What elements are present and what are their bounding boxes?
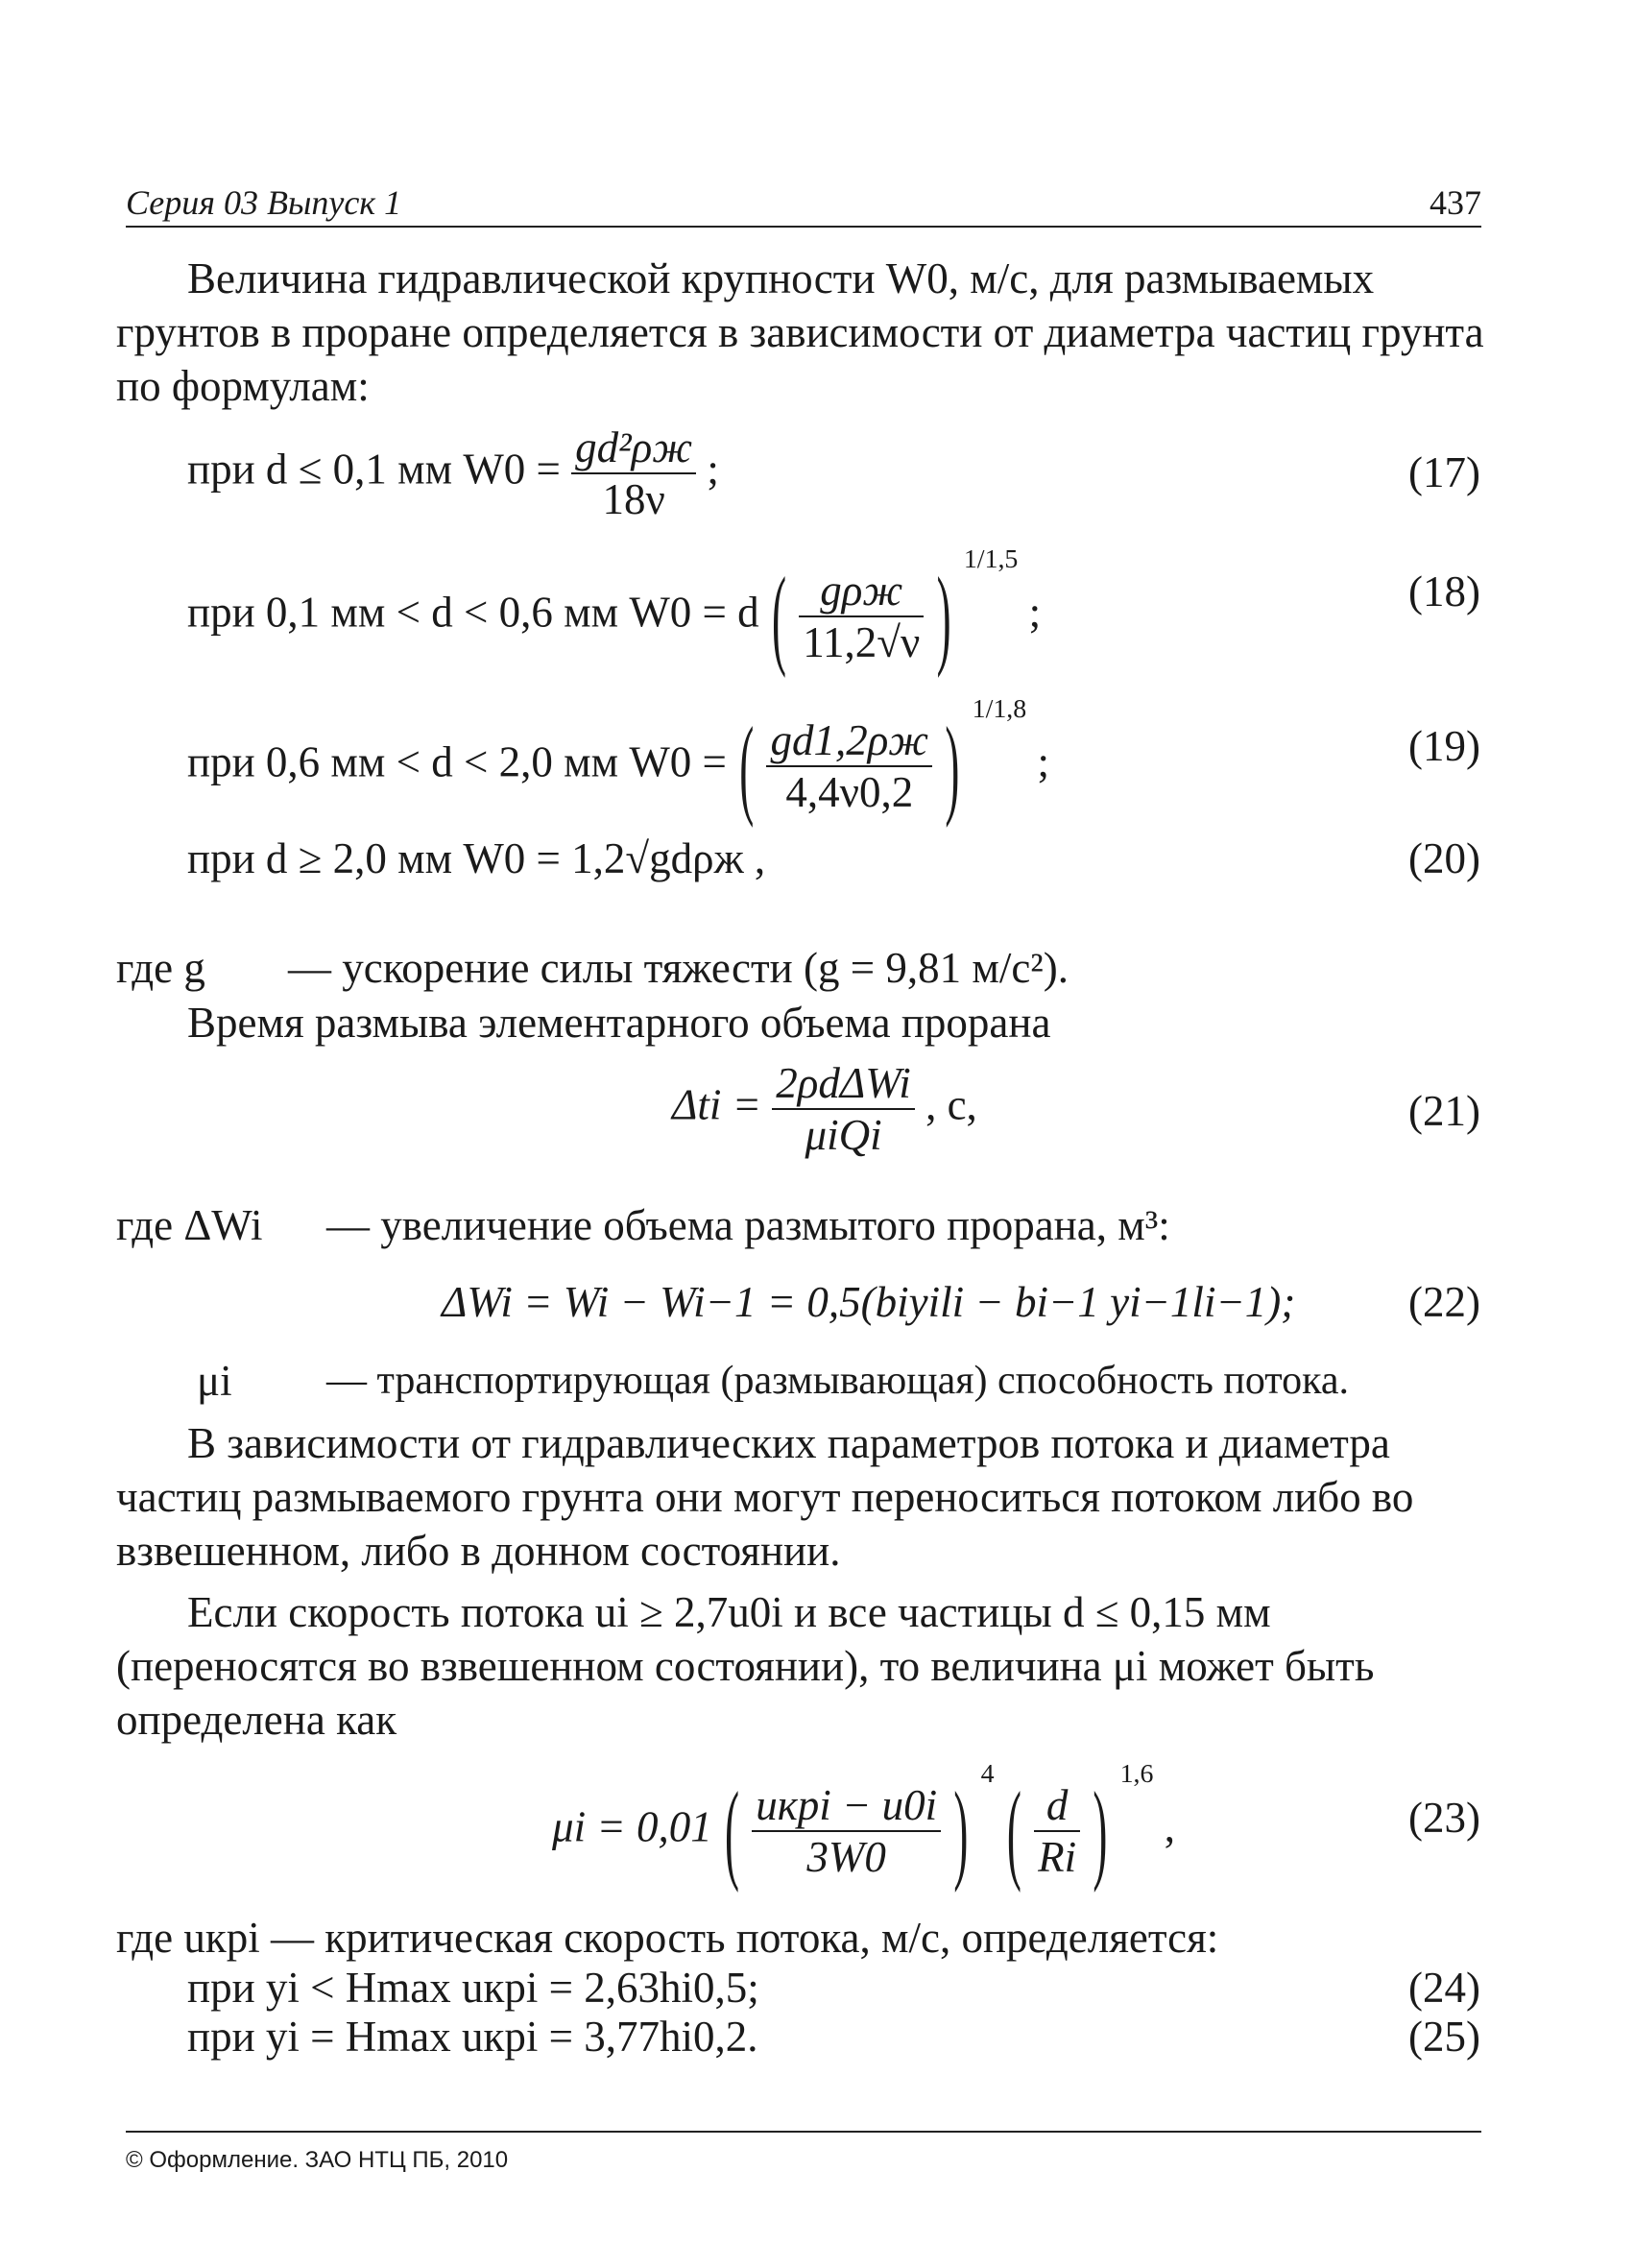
eq21-number: (21) — [1408, 1087, 1480, 1135]
equation-23 — [552, 1759, 1175, 1894]
equation-22: ΔWi = Wi − Wi−1 = 0,5(biyili − bi−1 yi−1li−1); — [442, 1278, 1296, 1326]
eq17-number: (17) — [1408, 448, 1480, 496]
footer-copyright: © Оформление. ЗАО НТЦ ПБ, 2010 — [126, 2147, 509, 2173]
eq23-exponent-1: 4 — [980, 1759, 995, 1789]
eq21-fraction — [772, 1058, 915, 1160]
page-header — [126, 182, 1481, 227]
eq19-fraction — [766, 715, 932, 817]
equation-25: при yi = Hmax uкрi = 3,77hi0,2. — [187, 2013, 758, 2061]
eq23-fraction-2 — [1034, 1780, 1080, 1882]
eq18-open-paren: ( — [771, 554, 786, 680]
mu-text: — транспортирующая (размывающая) способность потока. — [326, 1359, 1349, 1403]
eq17-fraction — [571, 422, 696, 524]
eq18-fraction — [799, 566, 924, 667]
eq23-denominator-1: 3W0 — [806, 1833, 886, 1882]
eq19-number: (19) — [1408, 722, 1480, 770]
where-g-text: — ускорение силы тяжести (g = 9,81 м/с²). — [288, 944, 1069, 992]
where-ukr: где uкрi — критическая скорость потока, м/с, определяется: — [116, 1914, 1219, 1962]
eq23-close-paren-2: ) — [1093, 1769, 1108, 1894]
eq18-number: (18) — [1408, 567, 1480, 615]
eq21-denominator: μiQi — [805, 1111, 882, 1159]
eq20-number: (20) — [1408, 834, 1480, 882]
eq23-open-paren-1: ( — [724, 1769, 739, 1894]
where-dw-text: — увеличение объема размытого прорана, м³: — [326, 1201, 1170, 1249]
eq21-numerator: 2ρdΔWi — [772, 1058, 915, 1110]
eq19-exponent: 1/1,8 — [972, 694, 1027, 724]
eq23-open-paren-2: ( — [1006, 1769, 1021, 1894]
eq23-numerator-2: d — [1034, 1780, 1080, 1832]
time-intro: Время размыва элементарного объема прорана — [187, 999, 1051, 1047]
eq17-tail: ; — [707, 445, 719, 494]
equation-17 — [187, 422, 719, 524]
eq19-open-paren: ( — [739, 704, 755, 830]
series-title: Серия 03 Выпуск 1 — [126, 183, 402, 222]
equation-18 — [187, 544, 1042, 680]
dependency-paragraph: В зависимости от гидравлических параметров потока и диаметра частиц размываемого грунта они могут переноситься потоком либо во взвешенном, либо в донном состоянии. — [116, 1419, 1414, 1575]
eq23-tail: , — [1164, 1802, 1175, 1851]
eq23-numerator-1: uкрi − u0i — [752, 1780, 941, 1832]
where-dw-label: где ΔWi — [116, 1201, 263, 1249]
eq17-numerator: gd²ρж — [571, 422, 696, 474]
eq18-denominator: 11,2√ν — [803, 618, 921, 667]
eq19-close-paren: ) — [945, 704, 960, 830]
eq23-denominator-2: Ri — [1038, 1833, 1077, 1882]
eq19-label: при 0,6 мм < d < 2,0 мм W0 = — [187, 737, 727, 786]
intro-paragraph: Величина гидравлической крупности W0, м/с, для размываемых грунтов в проране определяется в зависимости от диаметра частиц грунта по формулам: — [116, 254, 1484, 410]
eq23-fraction-1 — [752, 1780, 941, 1882]
page-number: 437 — [1430, 183, 1481, 222]
eq22-number: (22) — [1408, 1278, 1480, 1326]
eq17-label: при d ≤ 0,1 мм W0 = — [187, 445, 561, 494]
eq21-lhs: Δti = — [672, 1080, 762, 1129]
eq25-number: (25) — [1408, 2013, 1480, 2061]
eq23-number: (23) — [1408, 1794, 1480, 1842]
equation-19 — [187, 694, 1049, 830]
eq23-lhs: μi = 0,01 — [552, 1802, 712, 1851]
eq17-denominator: 18ν — [602, 475, 665, 523]
header-rule — [126, 226, 1481, 228]
where-g-label: где g — [116, 944, 205, 992]
mu-label: μi — [197, 1357, 232, 1405]
eq21-tail: , с, — [925, 1080, 977, 1129]
equation-21 — [672, 1058, 977, 1160]
eq19-numerator: gd1,2ρж — [766, 715, 932, 767]
eq18-numerator: gρж — [799, 566, 924, 617]
eq18-exponent: 1/1,5 — [963, 544, 1019, 574]
eq18-label: при 0,1 мм < d < 0,6 мм W0 = d — [187, 588, 759, 637]
eq18-close-paren: ) — [936, 554, 951, 680]
equation-20: при d ≥ 2,0 мм W0 = 1,2√gdρж , — [187, 834, 766, 882]
condition-paragraph: Если скорость потока ui ≥ 2,7u0i и все частицы d ≤ 0,15 мм (переносятся во взвешенном состоянии), то величина μi может быть определена как — [116, 1588, 1375, 1744]
eq24-number: (24) — [1408, 1964, 1480, 2012]
eq19-semicolon: ; — [1037, 737, 1049, 786]
eq23-close-paren-1: ) — [953, 1769, 969, 1894]
footer-rule — [126, 2131, 1481, 2133]
eq19-denominator: 4,4ν0,2 — [785, 768, 914, 817]
eq23-exponent-2: 1,6 — [1119, 1759, 1154, 1789]
equation-24: при yi < Hmax uкрi = 2,63hi0,5; — [187, 1964, 759, 2012]
eq18-semicolon: ; — [1028, 588, 1042, 637]
